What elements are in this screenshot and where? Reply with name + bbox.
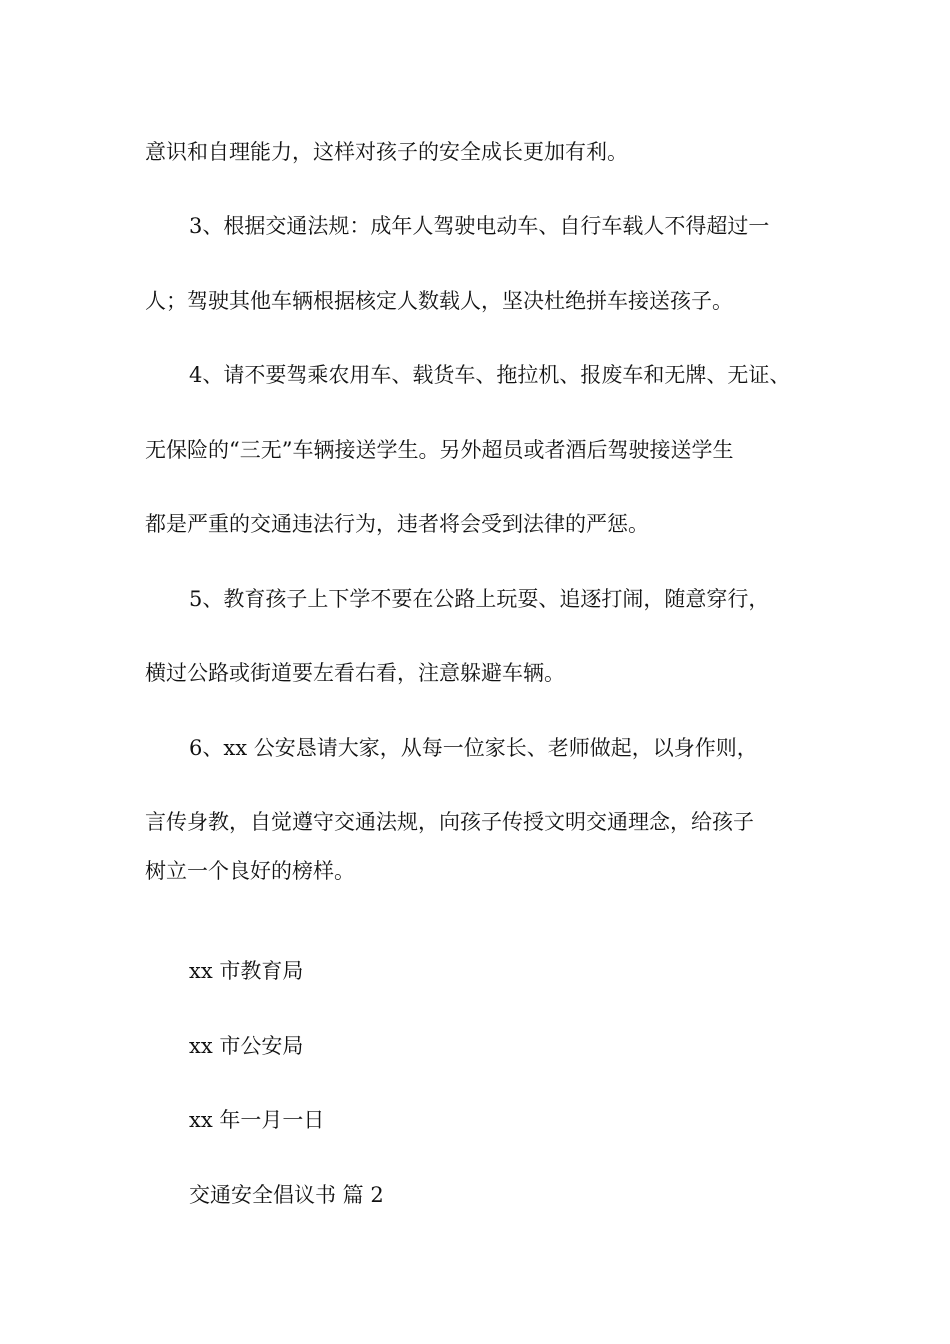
text-line: 无保险的“三无”车辆接送学生。另外超员或者酒后驾驶接送学生	[145, 438, 734, 462]
date-line: xx 年一月一日	[189, 1108, 325, 1132]
text-line: 都是严重的交通违法行为，违者将会受到法律的严惩。	[145, 512, 649, 536]
text-line: 人；驾驶其他车辆根据核定人数载人，坚决杜绝拼车接送孩子。	[145, 289, 733, 313]
text-line: 意识和自理能力，这样对孩子的安全成长更加有利。	[145, 140, 628, 164]
text-line: 树立一个良好的榜样。	[145, 859, 355, 883]
section-heading: 交通安全倡议书 篇 2	[189, 1183, 384, 1207]
text-line: 5、教育孩子上下学不要在公路上玩耍、追逐打闹，随意穿行，	[189, 587, 770, 611]
text-line: 4、请不要驾乘农用车、载货车、拖拉机、报废车和无牌、无证、	[189, 363, 791, 387]
signature-line: xx 市公安局	[189, 1034, 304, 1058]
text-line: 6、xx 公安恳请大家，从每一位家长、老师做起，以身作则，	[189, 736, 758, 760]
text-line: 横过公路或街道要左看右看，注意躲避车辆。	[145, 661, 565, 685]
text-line: 言传身教，自觉遵守交通法规，向孩子传授文明交通理念，给孩子	[145, 810, 754, 834]
signature-line: xx 市教育局	[189, 959, 304, 983]
text-line: 3、根据交通法规：成年人驾驶电动车、自行车载人不得超过一	[189, 214, 770, 238]
